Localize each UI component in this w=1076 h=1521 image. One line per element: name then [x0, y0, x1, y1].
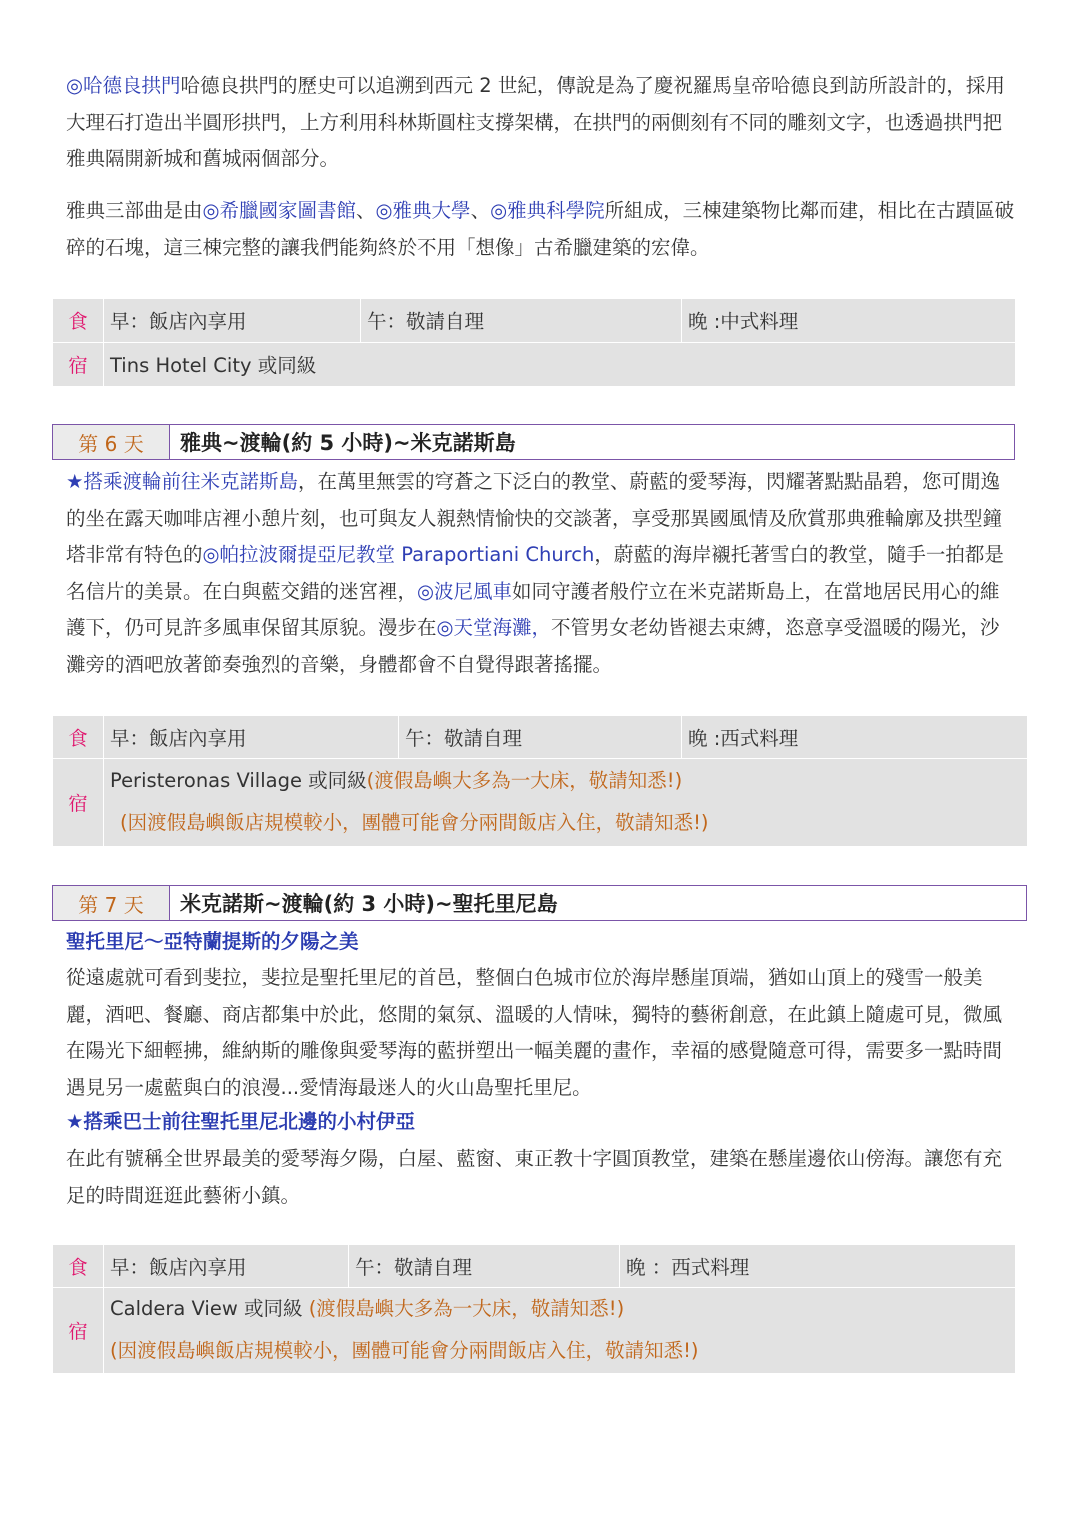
- day7-title: 米克諾斯~渡輪(約 3 小時)~聖托里尼島: [180, 892, 558, 916]
- food-label: 食: [53, 299, 104, 342]
- windmills-link[interactable]: ◎波尼風車: [417, 579, 513, 603]
- lunch-cell: 午：敬請自理: [361, 299, 682, 342]
- day7-paragraph-1: 從遠處就可看到斐拉，斐拉是聖托里尼的首邑，整個白色城市位於海岸懸崖頂端，猶如山頂上的殘雪一般美麗，酒吧、餐廳、商店都集中於此，悠閒的氣氛、溫暖的人情味，獨特的藝術創意，在此鎮上隨處可見，微風在陽光下細輕拂，維納斯的雕像與愛琴海的藍拼塑出一幅美麗的畫作，幸福的感覺隨意可得，需要多一點時間遇見另一處藍與白的浪漫...愛情海最迷人的火山島聖托里尼。: [66, 966, 1003, 1099]
- day6-text-1: ，在萬里無雲的穹蒼之下泛白的教堂、蔚藍的愛琴海，閃耀著點點晶碧，您可閒逸的坐在露天咖啡店裡小憩片刻，也可與友人親熱情愉快的交談著，享受那異國風情及欣賞那典雅輪廓及拱型鐘塔非常有特色的: [66, 470, 1003, 566]
- food-label: 食: [53, 1245, 104, 1287]
- day6-text-3: 如同守護者般佇立在米克諾斯島上，在當地居民用心的維護下，仍可見許多風車保留其原貌。漫步在: [66, 579, 1000, 639]
- oia-subheading: ★搭乘巴士前往聖托里尼北邊的小村伊亞: [66, 1110, 415, 1133]
- day6-paragraph: [66, 464, 1016, 683]
- hotel-note-2: (因渡假島嶼飯店規模較小，團體可能會分兩間飯店入住，敬請知悉!): [120, 811, 709, 835]
- trilogy-sep-1: 、: [356, 199, 376, 222]
- stay-label: 宿: [53, 1287, 104, 1373]
- hotel-name: Caldera View 或同級: [110, 1297, 309, 1321]
- academy-of-athens-link[interactable]: ◎雅典科學院: [490, 199, 605, 222]
- breakfast-cell: 早：飯店內享用: [104, 1245, 349, 1287]
- national-library-link[interactable]: ◎希臘國家圖書館: [202, 199, 357, 222]
- trilogy-sep-2: 、: [470, 199, 491, 222]
- day5-meal-table: [53, 299, 1015, 386]
- stay-label: 宿: [53, 758, 104, 846]
- breakfast-cell: 早：飯店內享用: [104, 299, 361, 342]
- day7-header: [52, 885, 1027, 921]
- breakfast-cell: 早：飯店內享用: [104, 716, 399, 758]
- hotel-cell: [104, 758, 1028, 846]
- hotel-note: (渡假島嶼大多為一大床，敬請知悉!): [308, 1297, 625, 1321]
- hotel-note-2: (因渡假島嶼飯店規模較小，團體可能會分兩間飯店入住，敬請知悉!): [110, 1339, 699, 1363]
- stay-label: 宿: [53, 342, 104, 386]
- day6-number: 第 6 天: [53, 425, 170, 459]
- trilogy-text-b: 所組成，三棟建築物比鄰而建，相比在古蹟區破碎的石塊，這三棟完整的讓我們能夠終於不用「想像」古希臘建築的宏偉。: [66, 199, 1015, 259]
- santorini-subheading: 聖托里尼～亞特蘭提斯的夕陽之美: [66, 930, 359, 953]
- hotel-cell: [104, 1287, 1016, 1373]
- day6-header: [52, 424, 1015, 460]
- day7-meal-table: [53, 1245, 1015, 1373]
- day7-subheading-2: [66, 1105, 1016, 1139]
- day6-text-2: ，蔚藍的海岸襯托著雪白的教堂，隨手一拍都是名信片的美景。在白與藍交錯的迷宮裡，: [66, 543, 1004, 603]
- paradise-beach-link[interactable]: ◎天堂海灘，: [436, 616, 552, 639]
- paraportiani-church-link[interactable]: ◎帕拉波爾提亞尼教堂 Paraportiani Church: [202, 543, 595, 566]
- day7-number: 第 7 天: [53, 886, 170, 920]
- food-label: 食: [53, 716, 104, 758]
- hadrian-arch-text: 哈德良拱門的歷史可以追溯到西元 2 世紀，傳說是為了慶祝羅馬皇帝哈德良到訪所設計的，採用大理石打造出半圓形拱門，上方利用科林斯圓柱支撐架構，在拱門的兩側刻有不同的雕刻文字，也透過拱門把雅典隔開新城和舊城兩個部分。: [66, 74, 1005, 170]
- day6-text-4: 不管男女老幼皆褪去束縛，恣意享受溫暖的陽光，沙灘旁的酒吧放著節奏強烈的音樂，身體都會不自覺得跟著搖擺。: [66, 616, 1000, 676]
- hotel-note: (渡假島嶼大多為一大床，敬請知悉!): [366, 769, 683, 793]
- day6-meal-table: [53, 716, 1027, 846]
- dinner-cell: 晚 :西式料理: [682, 716, 1028, 758]
- hadrian-arch-paragraph: [66, 68, 1016, 178]
- hotel-name: Peristeronas Village 或同級: [110, 769, 367, 793]
- day6-title: 雅典~渡輪(約 5 小時)~米克諾斯島: [180, 431, 516, 455]
- day7-subheading-1: [66, 925, 1016, 959]
- day7-paragraph-2: 在此有號稱全世界最美的愛琴海夕陽，白屋、藍窗、東正教十字圓頂教堂，建築在懸崖邊依山傍海。讓您有充足的時間逛逛此藝術小鎮。: [66, 1147, 1003, 1207]
- hotel-cell: Tins Hotel City 或同級: [104, 342, 1016, 386]
- dinner-cell: 晚 :中式料理: [682, 299, 1016, 342]
- athens-trilogy-paragraph: [66, 193, 1016, 266]
- trilogy-text-a: 雅典三部曲是由: [66, 199, 203, 222]
- ferry-mykonos-link[interactable]: ★搭乘渡輪前往米克諾斯島: [66, 470, 298, 493]
- dinner-cell: 晚 ：西式料理: [620, 1245, 1016, 1287]
- hadrian-arch-link[interactable]: ◎哈德良拱門: [66, 74, 181, 97]
- lunch-cell: 午：敬請自理: [399, 716, 682, 758]
- athens-university-link[interactable]: ◎雅典大學: [375, 199, 471, 222]
- lunch-cell: 午：敬請自理: [349, 1245, 620, 1287]
